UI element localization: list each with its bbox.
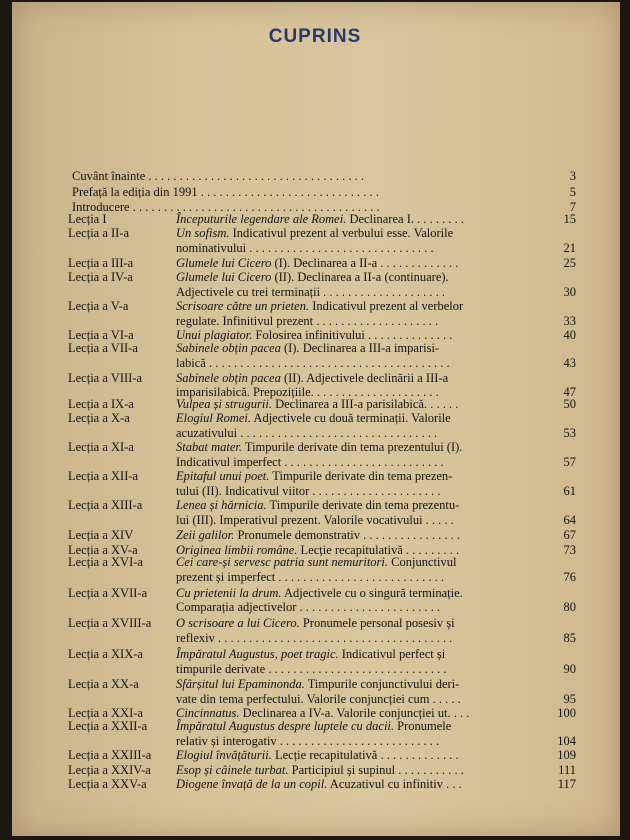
toc-entry-subtitle: Acuzativul cu infinitiv . . . <box>327 777 462 791</box>
toc-entry-title: Unui plagiator. <box>176 328 253 342</box>
toc-entry-text <box>176 748 459 763</box>
toc-lesson-label: Lecția a V-a <box>68 299 129 313</box>
toc-entry-subtitle: Pronumele personal posesiv și <box>299 616 455 630</box>
toc-page-number: 57 <box>563 455 576 469</box>
toc-entry-text <box>176 440 462 455</box>
toc-entry-title: Glumele lui Cicero <box>176 256 272 270</box>
toc-entry-subtitle: Timpurile derivate din tema prezen- <box>269 469 453 483</box>
toc-page-number: 64 <box>563 513 576 527</box>
toc-entry-text <box>176 631 452 646</box>
toc-lesson-label: Lecția a III-a <box>68 256 134 270</box>
toc-entry-title: Introducere . . . . . . . . . . . . . . . . . . . . . . . . . . . . . . . . . . . . . . . . <box>72 200 380 214</box>
toc-entry-title: Sabinele obțin pacea <box>176 341 281 355</box>
toc-lesson-label: Lecția a XI-a <box>68 440 134 454</box>
toc-page-number: 5 <box>569 185 576 199</box>
toc-entry-title: O scrisoare a lui Cicero. <box>176 616 300 630</box>
toc-entry-text <box>176 777 462 792</box>
toc-lesson-label: Lecția a XII-a <box>68 469 139 483</box>
toc-entry-subtitle: prezent și imperfect . . . . . . . . . . . . . . . . . . . . . . . . . . . <box>176 570 445 584</box>
toc-entry-text <box>176 426 437 441</box>
toc-entry-text <box>176 226 453 241</box>
toc-entry-text <box>176 270 449 285</box>
toc-entry-subtitle: (II). Declinarea a II-a (continuare). <box>271 270 449 284</box>
toc-entry-title: Sabinele obțin pacea <box>176 371 281 385</box>
toc-entry-subtitle: Declinarea a III-a parisilabică. . . . . . <box>271 397 459 411</box>
toc-page-number: 100 <box>557 706 576 720</box>
toc-entry-subtitle: lui (III). Imperativul prezent. Valorile vocativului . . . . . <box>176 513 454 527</box>
toc-entry-title: Esop și câinele turbat. <box>176 763 289 777</box>
toc-entry-subtitle: timpurile derivate . . . . . . . . . . . . . . . . . . . . . . . . . . . . . <box>176 662 447 676</box>
toc-entry-subtitle: tului (II). Indicativul viitor . . . . . . . . . . . . . . . . . . . . . <box>176 484 441 498</box>
toc-lesson-label: Lecția a XIII-a <box>68 498 143 512</box>
toc-entry-text <box>176 555 456 570</box>
toc-entry-subtitle: Lecție recapitulativă . . . . . . . . . . . . . <box>271 748 459 762</box>
toc-entry-subtitle: nominativului . . . . . . . . . . . . . . . . . . . . . . . . . . . . . . <box>176 241 434 255</box>
toc-entry-subtitle: (II). Adjectivele declinării a III-a <box>280 371 449 385</box>
toc-entry-title: Scrisoare către un prieten. <box>176 299 310 313</box>
toc-entry-text <box>176 411 451 426</box>
toc-entry-subtitle: (I). Declinarea a II-a . . . . . . . . . . . . . <box>271 256 459 270</box>
toc-page-number: 30 <box>563 285 576 299</box>
toc-entry-text <box>176 570 444 585</box>
toc-entry-text <box>176 241 434 256</box>
toc-entry-text <box>176 662 446 677</box>
toc-page-number: 90 <box>563 662 576 676</box>
toc-lesson-label: Lecția a XXI-a <box>68 706 143 720</box>
toc-lesson-label: Lecția a X-a <box>68 411 130 425</box>
toc-page-number: 109 <box>557 748 576 762</box>
toc-entry-title: Originea limbii române. <box>176 543 298 557</box>
toc-entry-subtitle: Conjunctivul <box>388 555 457 569</box>
toc-lesson-label: Lecția a XVI-a <box>68 555 143 569</box>
toc-lesson-label: Lecția a VIII-a <box>68 371 143 385</box>
toc-page-number: 15 <box>563 212 576 226</box>
toc-entry-text <box>176 341 439 356</box>
toc-entry-title: Diogene învață de la un copil. <box>176 777 328 791</box>
toc-entry-title: Cu prietenii la drum. <box>176 586 282 600</box>
toc-page-number: 61 <box>563 484 576 498</box>
toc-entry-text <box>176 455 444 470</box>
toc-entry-subtitle: Pronumele demonstrativ . . . . . . . . . . . . . . . . <box>234 528 461 542</box>
toc-entry-text <box>176 469 452 484</box>
toc-entry-text <box>72 169 364 184</box>
toc-entry-subtitle: Adjectivele cu o singură terminație. <box>281 586 463 600</box>
toc-entry-title: Stabat mater. <box>176 440 242 454</box>
toc-entry-title: Zeii galilor. <box>176 528 235 542</box>
toc-entry-subtitle: labică . . . . . . . . . . . . . . . . . . . . . . . . . . . . . . . . . . . . . . . <box>176 356 450 370</box>
toc-entry-title: Elogiul învățăturii. <box>176 748 272 762</box>
toc-lesson-label: Lecția a XVIII-a <box>68 616 152 630</box>
toc-entry-subtitle: Adjectivele cu două terminații. Valorile <box>251 411 451 425</box>
toc-lesson-label: Lecția a XX-a <box>68 677 139 691</box>
toc-entry-subtitle: imparisilabică. Prepozițiile. . . . . . . . . . . . . . . . . . . . . <box>176 385 439 399</box>
toc-entry-subtitle: Participiul și supinul . . . . . . . . . . . <box>288 763 464 777</box>
toc-lesson-label: Lecția a II-a <box>68 226 130 240</box>
toc-lesson-label: Lecția a VII-a <box>68 341 138 355</box>
toc-entry-title: Împăratul Augustus despre luptele cu dacii. <box>176 719 395 733</box>
toc-page-number: 50 <box>563 397 576 411</box>
toc-entry-subtitle: Comparația adjectivelor . . . . . . . . . . . . . . . . . . . . . . . <box>176 600 441 614</box>
toc-page-number: 104 <box>557 734 576 748</box>
toc-lesson-label: Lecția a VI-a <box>68 328 134 342</box>
toc-entry-text <box>176 397 458 412</box>
toc-entry-text <box>176 285 445 300</box>
toc-lesson-label: Lecția a XIX-a <box>68 647 143 661</box>
toc-entry-text <box>176 484 441 499</box>
toc-entry-subtitle: reflexiv . . . . . . . . . . . . . . . . . . . . . . . . . . . . . . . . . . . . . . <box>176 631 453 645</box>
toc-lesson-label: Lecția a IX-a <box>68 397 134 411</box>
toc-page-number: 47 <box>563 385 576 399</box>
toc-entry-text <box>176 719 451 734</box>
toc-entry-subtitle: acuzativului . . . . . . . . . . . . . . . . . . . . . . . . . . . . . . . . <box>176 426 438 440</box>
toc-entry-title: Împăratul Augustus, poet tragic. <box>176 647 339 661</box>
toc-page-number: 73 <box>563 543 576 557</box>
toc-entry-subtitle: Indicativul perfect și <box>338 647 446 661</box>
toc-entry-text <box>176 734 439 749</box>
toc-entry-text <box>176 647 445 662</box>
toc-lesson-label: Lecția a XV-a <box>68 543 138 557</box>
page-title: CUPRINS <box>268 26 362 47</box>
toc-page-number: 76 <box>563 570 576 584</box>
toc-entry-text <box>176 513 454 528</box>
toc-entry-text <box>176 299 463 314</box>
toc-entry-subtitle: Indicativul prezent al verbelor <box>309 299 464 313</box>
toc-lesson-label: Lecția a XXV-a <box>68 777 147 791</box>
toc-entry-text <box>176 692 461 707</box>
toc-entry-title: Începuturile legendare ale Romei. <box>176 212 347 226</box>
toc-page-number: 40 <box>563 328 576 342</box>
toc-entry-text <box>176 586 463 601</box>
toc-page-number: 95 <box>563 692 576 706</box>
toc-entry-subtitle: Pronumele <box>394 719 452 733</box>
toc-lesson-label: Lecția a XXIII-a <box>68 748 152 762</box>
toc-entry-text <box>176 677 459 692</box>
toc-page-number: 80 <box>563 600 576 614</box>
toc-entry-subtitle: Declinarea a IV-a. Valorile conjuncției ut. . . . <box>239 706 470 720</box>
toc-lesson-label: Lecția a XXIV-a <box>68 763 151 777</box>
toc-entry-title: Lenea și hărnicia. <box>176 498 267 512</box>
toc-lesson-label: Lecția a XXII-a <box>68 719 148 733</box>
toc-entry-title: Prefață la ediția din 1991 . . . . . . . . . . . . . . . . . . . . . . . . . . . . . <box>72 185 379 199</box>
toc-entry-title: Elogiul Romei. <box>176 411 251 425</box>
toc-entry-subtitle: Timpurile conjunctivului deri- <box>304 677 460 691</box>
toc-entry-subtitle: Folosirea infinitivului . . . . . . . . . . . . . . <box>252 328 453 342</box>
toc-page-number: 53 <box>563 426 576 440</box>
toc-entry-subtitle: regulate. Infinitivul prezent . . . . . . . . . . . . . . . . . . . . <box>176 314 439 328</box>
toc-page-number: 21 <box>563 241 576 255</box>
toc-lesson-label: Lecția a IV-a <box>68 270 133 284</box>
toc-entry-subtitle: Indicativul prezent al verbului esse. Valorile <box>229 226 454 240</box>
toc-entry-text <box>176 600 440 615</box>
toc-page-number: 43 <box>563 356 576 370</box>
toc-entry-text <box>72 185 379 200</box>
toc-entry-text <box>176 356 450 371</box>
toc-entry-title: Cuvânt înainte . . . . . . . . . . . . . . . . . . . . . . . . . . . . . . . . . . . <box>72 169 364 183</box>
toc-entry-text <box>176 616 455 631</box>
toc-entry-text <box>176 256 458 271</box>
toc-page-number: 3 <box>569 169 576 183</box>
toc-entry-subtitle: Timpurile derivate din tema prezentului (I). <box>241 440 463 454</box>
toc-entry-title: Epitaful unui poet. <box>176 469 270 483</box>
toc-page-number: 33 <box>563 314 576 328</box>
toc-entry-subtitle: Declinarea I. . . . . . . . . <box>346 212 464 226</box>
toc-lesson-label: Lecția I <box>68 212 107 226</box>
toc-page-number: 111 <box>558 763 576 777</box>
toc-lesson-label: Lecția a XIV <box>68 528 134 542</box>
toc-entry-title: Cei care-și servesc patria sunt nemuritori. <box>176 555 389 569</box>
toc-entry-subtitle: Timpurile derivate din tema prezentu- <box>266 498 460 512</box>
toc-page-number: 25 <box>563 256 576 270</box>
toc-page-number: 67 <box>563 528 576 542</box>
toc-entry-subtitle: vate din tema perfectului. Valorile conjuncției cum . . . . . <box>176 692 461 706</box>
toc-entry-subtitle: Adjectivele cu trei terminații . . . . . . . . . . . . . . . . . . . . <box>176 285 446 299</box>
toc-lesson-label: Lecția a XVII-a <box>68 586 148 600</box>
toc-entry-subtitle: Indicativul imperfect . . . . . . . . . . . . . . . . . . . . . . . . . . <box>176 455 444 469</box>
toc-entry-title: Glumele lui Cicero <box>176 270 272 284</box>
toc-entry-text <box>176 498 459 513</box>
toc-entry-text <box>176 212 464 227</box>
toc-entry-text <box>176 371 448 386</box>
toc-entry-text <box>176 314 438 329</box>
toc-page-number: 7 <box>569 200 576 214</box>
toc-entry-title: Sfârșitul lui Epaminonda. <box>176 677 305 691</box>
toc-page-number: 117 <box>557 777 576 791</box>
toc-entry-subtitle: (I). Declinarea a III-a imparisi- <box>280 341 440 355</box>
toc-entry-title: Un sofism. <box>176 226 230 240</box>
toc-entry-subtitle: Lecție recapitulativă . . . . . . . . . <box>297 543 460 557</box>
toc-page-number: 85 <box>563 631 576 645</box>
toc-entry-subtitle: relativ și interogativ . . . . . . . . . . . . . . . . . . . . . . . . . . <box>176 734 440 748</box>
toc-entry-text <box>176 528 460 543</box>
toc-entry-text <box>176 763 464 778</box>
toc-entry-title: Cincinnatus. <box>176 706 240 720</box>
toc-entry-title: Vulpea și strugurii. <box>176 397 272 411</box>
